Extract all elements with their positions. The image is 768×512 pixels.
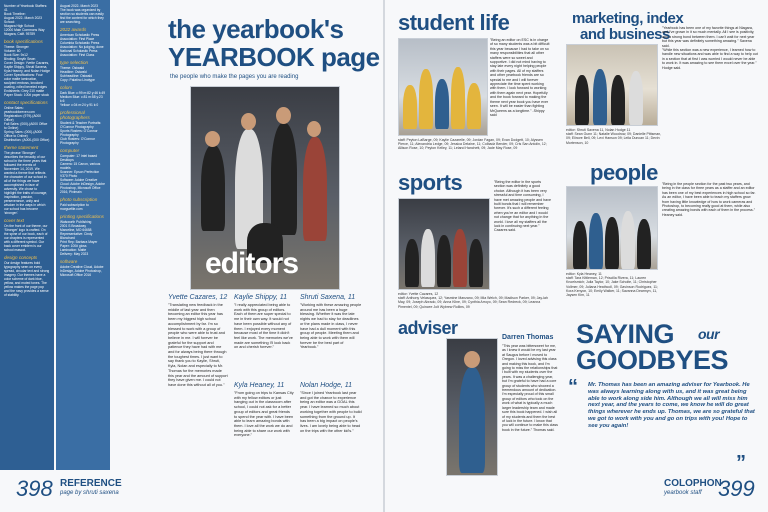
student-life-photo <box>398 38 488 136</box>
left-footer-subtitle: page by shruti saxena <box>60 490 119 496</box>
colors-heading: colors <box>60 85 73 90</box>
student-figure-4 <box>451 67 465 129</box>
marketing-caption: editor: Shruti Saxena 11, Nolan Hodge 11 staff: Sean Gunn 11; Natalie Woodrow, 09; Danielle Pittsman, 09; Elinore Bell, 09; Lexi Hanson 09; Leila Duncan 11; Devin Mortenson, 10 <box>566 128 662 145</box>
software-text: Adobe Creative Cloud, Adobe InDesign, Adobe Photoshop, Microsoft Office 2016 <box>60 265 104 277</box>
type-text: Theme: Ostwald Headline: Ostwald Subheadline: Ostwald Copy: Palatino Linotype <box>60 66 95 82</box>
page-title-line1: the yearbook's <box>168 14 344 44</box>
left-footer-title: REFERENCE <box>60 478 122 489</box>
page-title-line2: YEARBOOK page <box>168 42 380 72</box>
people-figure-5 <box>637 219 651 269</box>
subscription-text: Paid subscription to morguefile.com <box>60 203 89 211</box>
right-page-number: 399 <box>718 476 755 501</box>
subscription-heading: photo subscription <box>60 197 98 202</box>
adviser-figure <box>459 367 485 473</box>
marketing-title-2: and business <box>580 26 670 43</box>
design-heading: design concepts <box>4 255 38 260</box>
editor-figure-4 <box>303 137 327 241</box>
saying-line3: GOODBYES <box>576 345 729 375</box>
theme-text: The phrase 'Stronger' describes the tenacity of our school in the three years that followed the events of November 14, 2019. We wanted a theme that reflects the character of our school in all of the things we have accomplished in face of adversity. We chose to highlight the traits of courage, inspiration, passion, perseverance, unity and wisdom in the ways in which our school has become 'stronger'. <box>4 151 48 215</box>
editor-head-1 <box>205 131 220 147</box>
colors-text: Dark Blue: c:99 m:82 y:46 k:49 Medium Blue: c:81 m:58 y:23 k:6 Yellow: c:04 m:24 y:91 k:0 <box>60 91 106 107</box>
editor-figure-1 <box>201 145 225 231</box>
printing-heading: printing specifications <box>60 214 104 219</box>
profile-name-kaylie: Kaylie Shippy, 11 <box>234 294 288 301</box>
right-footer-subtitle: yearbook staff <box>664 490 702 496</box>
awards-heading: 2022 awards <box>60 27 87 32</box>
saying-line2: our <box>698 326 720 342</box>
marketing-quote: "Yearbook has been one of my favorite things at Niagara, and I've grown in it so much mentally. All I see is positivity, and a strong bond between them. I can't wait for next year but this year was definitely something amazing." Saxena said. "While this section was a new experience, I learned how to handle new situations and was able to find a way to help out in a section that at first I was worried I would never be able to work in. It was amazing to see them excel over the year." Hodge said. <box>662 26 758 70</box>
reference-lines: Number of Yearbook Staffers: 41 Book Timeline: August 2022- March 2023 School: Niagara High School 12000 Main Commons Way Niagara, Calif. 95789 <box>4 4 48 36</box>
adviser-head <box>464 351 480 368</box>
photographers-text: Student & Teacher Portraits: O'Connor Photography Sports Rosters: O'Connor Photography Club Rosters: O'Connor Photography <box>60 121 102 145</box>
student-life-quote: "Being an editor on ESC is in charge of so many students was a bit difficult this year because I had to take on so many responsibilities that all other staffers were so sweet and supportive. I did not mind having to stay late every night helping people with their pages. All of my staffers and other yearbook friends are so special to me and I will forever appreciate the time spent working with them. I look forward to working with them again next year. Hopefully and the book forward to making the theme next year book you have ever seen. It will be easier than fighting MrQueens as a longtime." -Shippy said <box>490 38 550 117</box>
computer-text: Computer: 17 Intel based Desktops Camera: 15 Canon, various models Scanner: Epson Perfection V370 Photo Software: Adobe Creative Cloud: Adobe InDesign, Adobe Photoshop, Microsoft Office 2016, Pixlmain <box>60 154 105 194</box>
contact-text: Online Sales: yearbookforever.com Registration: (979)-(A000 Office) Fall Sales: (000)-(A000 Office to Online) Spring Sales: (000)-(A000 Office to Online) Distribution: (A000-(000 Office) <box>4 106 50 142</box>
left-page-number: 398 <box>16 476 53 501</box>
type-heading: type selection <box>60 60 89 65</box>
profile-name-yvette: Yvette Cazares, 12 <box>168 294 228 301</box>
student-figure-2 <box>419 69 433 129</box>
editor-figure-3 <box>271 123 297 235</box>
editors-photo <box>190 86 340 290</box>
info-column <box>56 0 110 470</box>
adviser-photo <box>446 338 498 476</box>
profile-quote-shruti: "Working with these amazing people around me has been a huge blessing. Whether it was the late nights we had to stay for deadlines or the plans made in class, I never have had a dull moment with this group of people. Meeting them and being able to work with them will forever be the best part of Yearbook." <box>300 303 362 350</box>
people-figure-2 <box>589 213 603 269</box>
profile-name-shruti: Shruti Saxena, 11 <box>300 294 356 301</box>
open-quote-icon: “ <box>568 376 578 398</box>
cover-heading: cover text <box>4 218 24 223</box>
marketing-title: marketing, index <box>572 10 684 27</box>
profile-quote-nolan: "Since I joined Yearbook last year and got the chance to experience being an editor was a GOAL this year. I have learned so much about working together with people to build something from the ground up. It has been a big impact on people's lives. I am lovely being able to head on the trips with the other kid's." <box>300 391 362 433</box>
software-heading: software <box>60 259 78 264</box>
profile-quote-yvette: "Translating new feedback in the middle of last year and then becoming an editor this year has been my biggest high school accomplishment by far. I'm so blessed to work with a group of people who were able to trust and believe in me. I will forever be grateful for the support and patience they have had with me and for always being there through the toughest times. I just want to say thank you to Kaylie, Shruti, Kyla, Nolan and especially to Mr. Thomas for the memories made this year and the amount of support they have given me. I could not have done this without all of you." <box>168 303 228 387</box>
adviser-quote: "This year was bittersweet for me, as I knew it would be my last year at Saugus before I moved to Oregon. I loved advising this class and making this book, and I'm going to miss the relationships that I built with my students over the years. It was a challenging year, but I'm grateful to have had a core group of students who showed a tremendous amount of dedication. I'm especially proud of this small group of editors who took on the work of what is typically a much larger leadership team and made sure this book happened. I wish all of my students and them the best of luck in the future. I know that you will continue to make this class book in the future." Thomas said. <box>502 344 558 432</box>
people-figure-1 <box>573 221 587 269</box>
profile-name-kyla: Kyla Heaney, 11 <box>234 382 285 389</box>
specs-text: Theme: Stronger Volume: 60 Book Size: 9x12 Binding: Smyth Sewn Cover Design: Yvette Cazares, Kaylie Shippy, Shruti Saxena, Kyla Heaney, and Nolan Hodge Cover Specifications: Four color matte lamination, sculpted emboss, knocked coating, rolled beveled edges Endsheets: Grey 210 matte Paper Stock: 100# paper stock <box>4 45 50 97</box>
sports-figure-5 <box>469 239 483 287</box>
profile-name-nolan: Nolan Hodge, 11 <box>300 382 353 389</box>
printing-text: Walsworth Publishing 2001 S Broadway Marceline, MO 64658 Representative: Cindy Blanchard Print Rep: Barbara Mayer Paper: 100# gloss Lamination: Matte Delivery: May 2023 <box>60 220 98 256</box>
right-footer-title: COLOPHON <box>664 478 722 489</box>
computer-heading: computer <box>60 148 80 153</box>
saying-line1: SAYING <box>576 319 675 349</box>
sports-figure-3 <box>437 235 451 287</box>
info-lines: August 2022- March 2023 The book was organized by section so students can easily find the content for which they are searching. <box>60 4 104 24</box>
design-text: Our design features bold typography seen on every spread, circular text and strong imagery. Our themes have a color scheme of dark blue, yellow, and muted tones. The yellow makes the page pop and the navy provides a sense of stability. <box>4 261 50 297</box>
marketing-photo <box>566 44 658 126</box>
editor-head-3 <box>276 107 291 124</box>
goodbye-message: Mr. Thomas has been an amazing adviser for Yearbook. He was always learning along with us, and it was great being able to work along side him. Although we all will miss him next year, and the years to come, we know he will do great things wherever he ends up. Thomas, we are so grateful that we got to work with you and go on trips with you! Hope to see you again! <box>588 382 755 429</box>
close-quote-icon: ” <box>736 452 746 474</box>
student-figure-3 <box>435 79 449 129</box>
people-quote: "Being in the people section for the past two years, and being in the class for three years as a staffer and an editor has been one of my best experiences in high school so far. As an editor, I have been able to teach my staffers grow from having little knowledge of how to work cameras and Photoshop, to becoming really good at them, while also creating amazing bonds with each of them in the process." Heaney said. <box>662 182 756 217</box>
editor-portrait-yvette <box>158 228 178 288</box>
contact-heading: contact specifications <box>4 100 48 105</box>
sports-quote: "Being the editor in the sports section was definitely a good choice. Although it has been very stressful and time consuming, I have met amazing people and have built bonds that I will remember forever. It's such a different feeling when you're an editor and I would not change that for anything in the world. I love all my staffers all the luck in continuing next year." Cazares said. <box>494 180 551 233</box>
sports-caption: editor: Yvette Cazares, 12 staff: Anthony Velasquez, 12; Yasmine Manzano, 09; Mia Welch, 09; Madison Parker, 09; Jay-lah May, 09; Joseph Abrado, 09; Anna Kline, 09; Cynthia Arroyo, 09; Sean Redreck, 09; Leanna Pimentel, 09; Quincee Jolt Wybrew Rollins, 09 <box>398 292 548 309</box>
marketing-figure-1 <box>575 75 589 125</box>
student-life-caption: staff: Peyton LaBarge, 09; Kaylie Cazarelle, 09; Jordan Fagan, 09; Evan Dodgett, 10; Alyssen Pierce, 11; Alexandria Ledge, 09; Jessica Delaine, 11; Colbadz Bender, 09; Cris San Antolin, 12; Allison Rose, 10; Peyton Kelley, 11; Leland Hanchett, 09; Jade May Rose, 09 <box>398 138 547 151</box>
cover-text: On the front of our theme, our 'Stronger' logo is crafted. On the spine of our book, each of our chapters is represented with a different symbol. Our back cover emblem is our school mascot. <box>4 224 48 252</box>
people-caption: editor: Kyla Heaney, 11 staff: Tara Kittleman, 12; Priscilla Rivera, 11; Lauren Knoelsmich; Julia Taylor, 10; Jake Scholte, 11; Christopher Vollmer, 09; Juliana Heathcoll, 09; Gavinson Rodriguez, 11; Kora Kenyon, 10; Emily Walker, 11; Savanna Dearmyn, 11, Jaysen Kim, 11 <box>566 272 658 298</box>
theme-heading: theme statement <box>4 145 39 150</box>
people-figure-4 <box>621 211 635 269</box>
page-subtitle: the people who make the pages you are reading <box>170 74 299 80</box>
editor-head-4 <box>307 121 321 137</box>
sports-figure-4 <box>453 229 467 287</box>
page-gutter <box>383 0 385 512</box>
people-photo <box>566 186 658 270</box>
photographers-heading: professional photographers <box>60 110 90 120</box>
student-life-title: student life <box>398 10 510 35</box>
sports-figure-1 <box>405 239 419 287</box>
awards-text: American Scholastic Press Association: First Place Columbia Scholastic Press Association: No judging, done National Scholastic Press Association: First Class <box>60 33 104 57</box>
student-figure-1 <box>403 85 417 129</box>
people-figure-3 <box>605 217 619 269</box>
profile-quote-kaylie: "I really appreciated being able to work with this group of editors. Each of them are super special to me in their own way. It would not have been possible without any of them. I enjoyed every moment because most of the time it didn't feel like work. The memories we've made are something I'll look back on and cherish forever." <box>234 303 293 350</box>
specs-heading: book specifications <box>4 39 43 44</box>
marketing-figure-4 <box>629 71 643 125</box>
people-title: people <box>590 160 658 185</box>
marketing-figure-2 <box>593 69 607 125</box>
sports-photo <box>398 198 490 290</box>
adviser-name: Darren Thomas <box>502 334 554 341</box>
student-figure-5 <box>467 83 481 129</box>
sports-figure-2 <box>421 229 435 287</box>
reference-column <box>0 0 54 470</box>
adviser-title: adviser <box>398 318 458 338</box>
profile-quote-kyla: "From going on trips to Kansas City with my fellow editors or just hanging out in the classroom after school, I could not ask for a better group of editors and great friends to spend the year with. I have been able to learn amazing bonds with them. I love all the work we do and being able to share our work with everyone." <box>234 391 294 438</box>
sports-title: sports <box>398 170 463 195</box>
marketing-figure-3 <box>611 75 625 125</box>
editor-head-2 <box>241 113 256 130</box>
editors-overlay-word: editors <box>205 247 299 280</box>
